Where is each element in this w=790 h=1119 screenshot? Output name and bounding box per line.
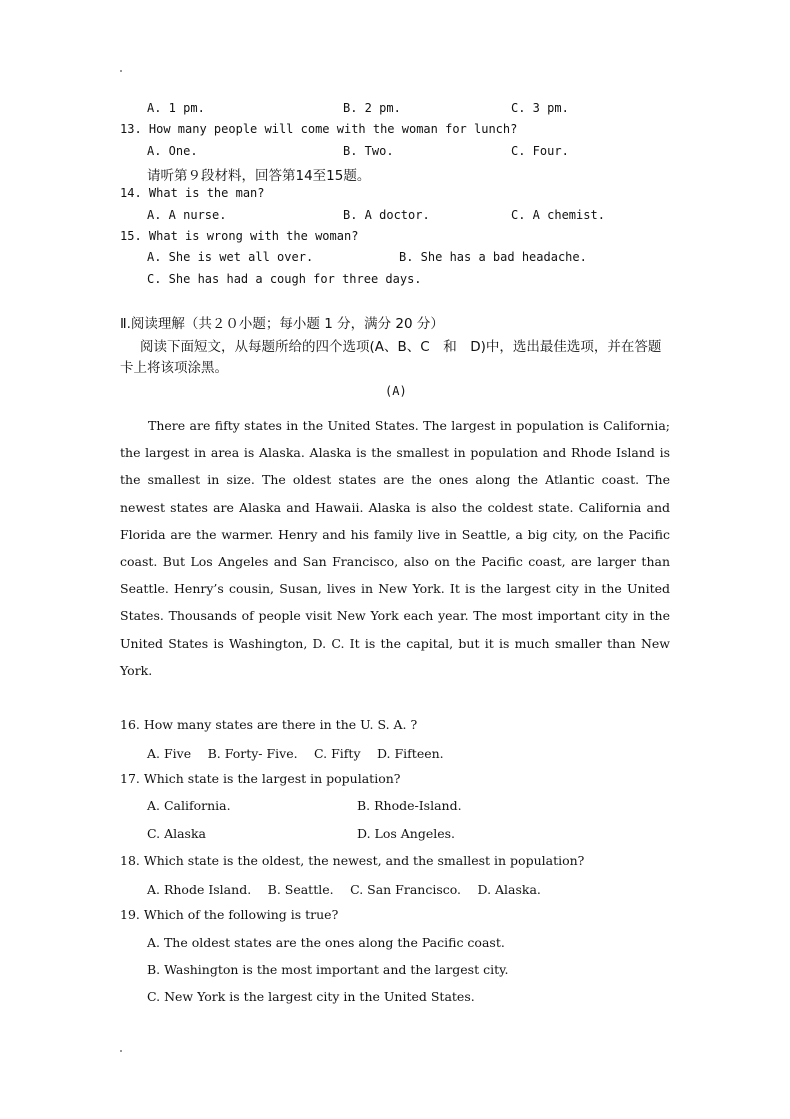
- q17-option-d: D. Los Angeles.: [357, 826, 455, 841]
- section-title-reading: Ⅱ.阅读理解（共２０小题；每小题 1 分，满分 20 分）: [120, 316, 444, 332]
- q19-option-b: B. Washington is the most important and the largest city.: [147, 962, 509, 977]
- q18-options: A. Rhode Island. B. Seattle. C. San Francisco. D. Alaska.: [147, 882, 541, 897]
- q19-question: 19. Which of the following is true?: [120, 907, 339, 922]
- q15-option-a: A. She is wet all over.: [147, 250, 314, 264]
- q19-option-c: C. New York is the largest city in the United States.: [147, 989, 475, 1004]
- q17-question: 17. Which state is the largest in population?: [120, 771, 401, 786]
- q12-option-c: C. 3 pm.: [511, 101, 569, 115]
- q14-option-b: B. A doctor.: [343, 208, 430, 222]
- q15-question: 15. What is wrong with the woman?: [120, 229, 359, 243]
- page-dot-bottom: [120, 1050, 122, 1052]
- q13-option-c: C. Four.: [511, 144, 569, 158]
- q17-option-a: A. California.: [147, 798, 231, 813]
- q15-option-b: B. She has a bad headache.: [399, 250, 587, 264]
- q13-option-b: B. Two.: [343, 144, 394, 158]
- q12-option-b: B. 2 pm.: [343, 101, 401, 115]
- q19-option-a: A. The oldest states are the ones along the Pacific coast.: [147, 935, 505, 950]
- reading-instruction-line2: 卡上将该项涂黑。: [120, 360, 228, 376]
- q14-question: 14. What is the man?: [120, 186, 265, 200]
- q17-option-b: B. Rhode-Island.: [357, 798, 462, 813]
- q12-option-a: A. 1 pm.: [147, 101, 205, 115]
- instruction-material-9: 请听第９段材料，回答第14至15题。: [147, 168, 371, 184]
- q13-option-a: A. One.: [147, 144, 198, 158]
- passage-text: There are fifty states in the United States. The largest in population is California; the largest in area is Alaska. Alaska is the smallest in population and Rhode Island is the smallest in size. The oldest states are the ones along the Atlantic coast. The newest states are Alaska and Hawaii. Alaska is also the coldest state. California and Florida are the warmer. Henry and his family live in Seattle, a big city, on the Pacific coast. But Los Angeles and San Francisco, also on the Pacific coast, are larger than Seattle. Henry’s cousin, Susan, lives in New York. It is the largest city in the United States. Thousands of people visit New York each year. The most important city in the United States is Washington, D. C. It is the capital, but it is much smaller than New York.: [120, 418, 670, 678]
- q17-option-c: C. Alaska: [147, 826, 206, 841]
- q16-options: A. Five B. Forty- Five. C. Fifty D. Fifteen.: [147, 746, 444, 761]
- reading-instruction-line1: 阅读下面短文，从每题所给的四个选项(A、B、C 和 D)中，选出最佳选项，并在答题: [140, 339, 662, 355]
- passage-label: (A): [385, 384, 407, 398]
- q14-option-c: C. A chemist.: [511, 208, 605, 222]
- q18-question: 18. Which state is the oldest, the newest, and the smallest in population?: [120, 853, 585, 868]
- q15-option-c: C. She has had a cough for three days.: [147, 272, 422, 286]
- q13-question: 13. How many people will come with the woman for lunch?: [120, 122, 518, 136]
- page-dot-top: [120, 70, 122, 72]
- q14-option-a: A. A nurse.: [147, 208, 227, 222]
- q16-question: 16. How many states are there in the U. S. A. ?: [120, 717, 418, 732]
